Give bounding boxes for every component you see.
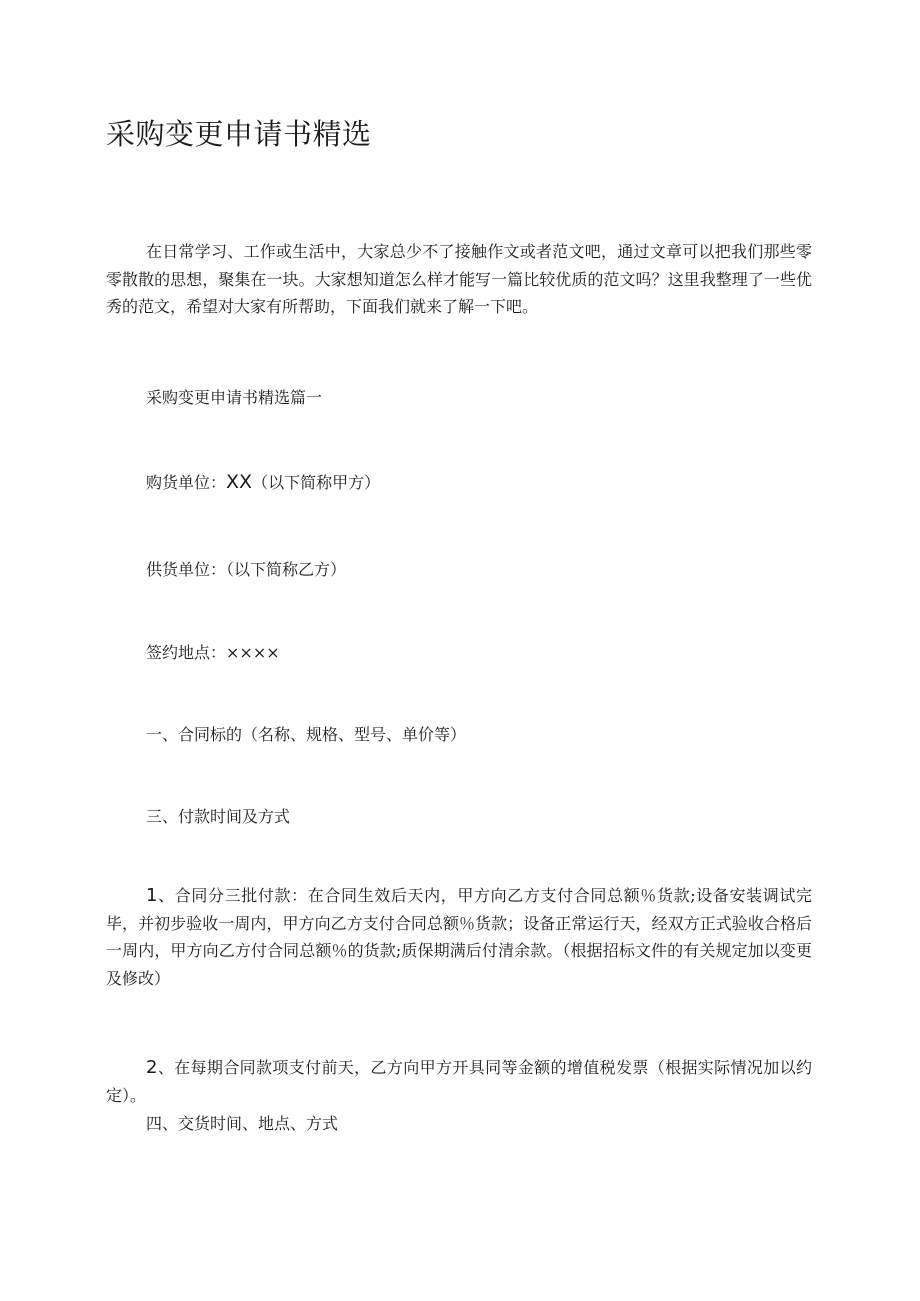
buyer-note: （以下简称甲方） (252, 473, 381, 492)
payment-1-text: 、合同分三批付款：在合同生效后天内，甲方向乙方支付合同总额％货款;设备安装调试完毕，并初步验收一周内，甲方向乙方支付合同总额％货款；设备正常运行天，经双方正式验收合格后一周内，甲方向乙方付合同总额％的货款;质保期满后付清余款。（根据招标文件的有关规定加以变更及修改） (106, 886, 812, 988)
section-heading: 采购变更申请书精选篇一 (146, 388, 323, 407)
item-4-heading: 四、交货时间、地点、方式 (146, 1114, 339, 1133)
location-value: ×××× (226, 643, 280, 662)
location-label: 签约地点： (146, 643, 227, 662)
supplier-note: （以下简称乙方） (226, 560, 347, 579)
buyer-label: 购货单位： (146, 473, 227, 492)
item-3-heading: 三、付款时间及方式 (146, 807, 291, 826)
buyer-line (146, 470, 380, 495)
payment-clause-2 (106, 1054, 812, 1109)
payment-1-number: 1 (146, 885, 158, 906)
buyer-value: XX (226, 471, 253, 493)
payment-2-text: 、在每期合同款项支付前天，乙方向甲方开具同等金额的增值税发票（根据实际情况加以约定）。 (106, 1058, 812, 1105)
intro-paragraph: 在日常学习、工作或生活中，大家总少不了接触作文或者范文吧，通过文章可以把我们那些零零散散的思想，聚集在一块。大家想知道怎么样才能写一篇比较优质的范文吗？这里我整理了一些优秀的范文，希望对大家有所帮助，下面我们就来了解一下吧。 (106, 242, 812, 316)
supplier-label: 供货单位： (146, 560, 227, 579)
item-1-heading: 一、合同标的（名称、规格、型号、单价等） (146, 725, 467, 744)
payment-clause-1 (106, 882, 812, 992)
document-title: 采购变更申请书精选 (106, 117, 372, 151)
supplier-line (146, 558, 346, 582)
location-line (146, 641, 280, 665)
payment-2-number: 2 (146, 1057, 158, 1078)
